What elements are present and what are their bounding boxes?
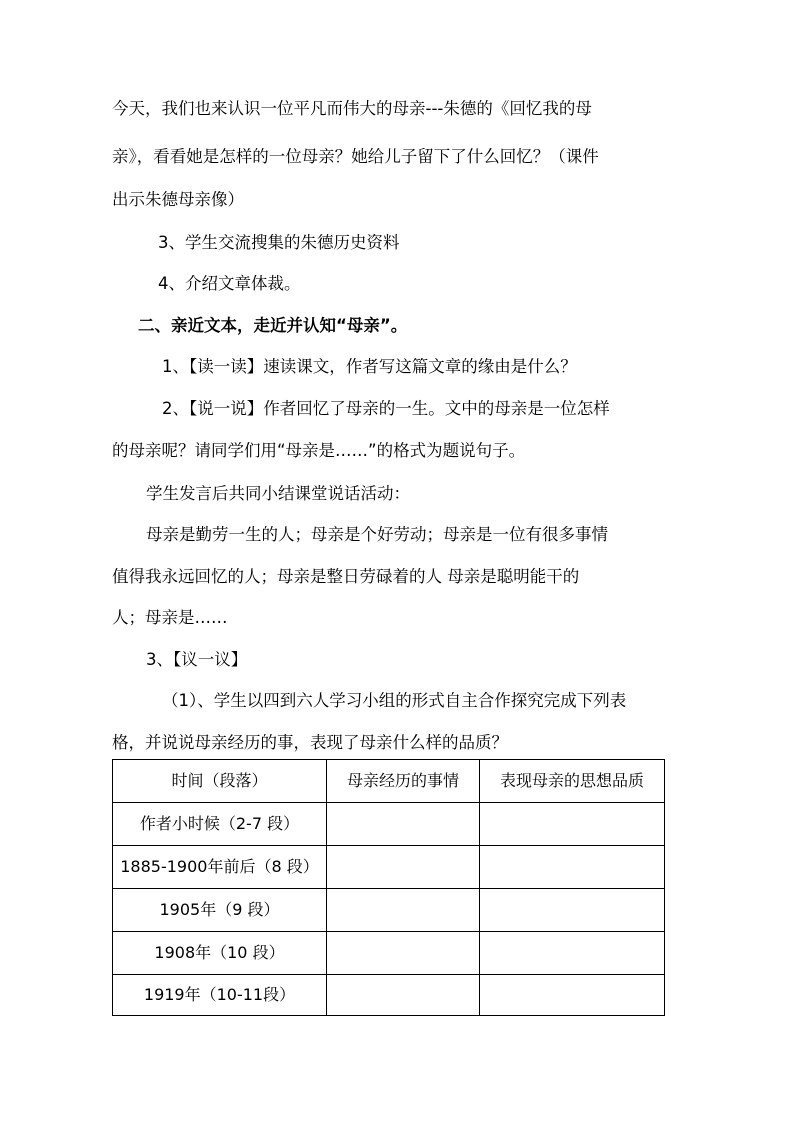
say-task-line: 2、【说一说】作者回忆了母亲的一生。文中的母亲是一位怎样	[162, 399, 610, 418]
paragraph-line: 今天，我们也来认识一位平凡而伟大的母亲---朱德的《回忆我的母	[112, 99, 592, 118]
table-cell[interactable]	[327, 889, 480, 932]
paragraph-line: 出示朱德母亲像）	[112, 190, 244, 209]
table-cell: 1908年（10 段）	[113, 932, 327, 975]
summary-intro: 学生发言后共同小结课堂说话活动：	[146, 484, 410, 503]
table-header-cell: 母亲经历的事情	[327, 760, 480, 803]
table-cell[interactable]	[327, 803, 480, 846]
say-task-line: 的母亲呢？请同学们用“母亲是……”的格式为题说句子。	[112, 441, 526, 460]
list-item-3: 3、学生交流搜集的朱德历史资料	[158, 233, 400, 252]
table-cell: 1885-1900年前后（8 段）	[113, 846, 327, 889]
table-cell[interactable]	[327, 975, 480, 1016]
table-cell: 1919年（10-11段）	[113, 975, 327, 1016]
table-header-row	[113, 760, 665, 803]
table-row	[113, 932, 665, 975]
table-header-cell: 表现母亲的思想品质	[480, 760, 665, 803]
table-cell[interactable]	[480, 932, 665, 975]
summary-line: 人；母亲是……	[112, 608, 228, 627]
discuss-task-line: 格，并说说母亲经历的事，表现了母亲什么样的品质？	[112, 733, 508, 752]
table-cell[interactable]	[327, 932, 480, 975]
table-cell[interactable]	[480, 803, 665, 846]
table-row	[113, 846, 665, 889]
table-header-cell: 时间（段落）	[113, 760, 327, 803]
table-cell[interactable]	[480, 846, 665, 889]
paragraph-line: 亲》，看看她是怎样的一位母亲？她给儿子留下了什么回忆？（课件	[112, 147, 599, 166]
list-item-4: 4、介绍文章体裁。	[158, 274, 301, 293]
table-cell[interactable]	[480, 889, 665, 932]
discuss-task-line: （1）、学生以四到六人学习小组的形式自主合作探究完成下列表	[162, 691, 627, 710]
table-cell[interactable]	[480, 975, 665, 1016]
table-cell: 1905年（9 段）	[113, 889, 327, 932]
table-row	[113, 889, 665, 932]
discuss-heading: 3、【议一议】	[146, 650, 248, 669]
table-row	[113, 975, 665, 1016]
read-task: 1、【读一读】速读课文，作者写这篇文章的缘由是什么？	[162, 357, 577, 376]
summary-line: 母亲是勤劳一生的人；母亲是个好劳动；母亲是一位有很多事情	[146, 525, 608, 544]
section-heading: 二、亲近文本，走近并认知“母亲”。	[138, 316, 408, 335]
summary-line: 值得我永远回忆的人；母亲是整日劳碌着的人 母亲是聪明能干的	[112, 567, 580, 586]
table-row	[113, 803, 665, 846]
analysis-table	[112, 759, 665, 1016]
table-cell: 作者小时候（2-7 段）	[113, 803, 327, 846]
table-cell[interactable]	[327, 846, 480, 889]
